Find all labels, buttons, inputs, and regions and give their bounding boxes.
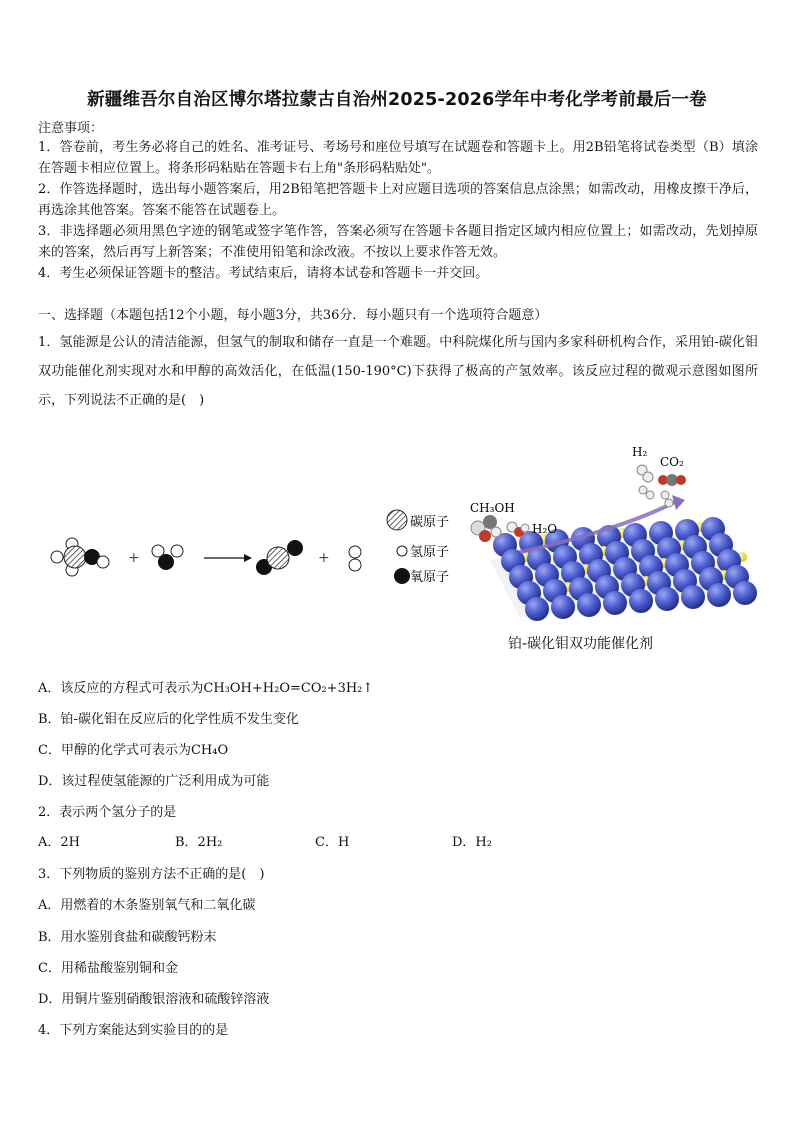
catalyst-surface — [490, 517, 757, 621]
label-h2: H₂ — [632, 445, 648, 459]
svg-text:+: + — [128, 550, 140, 566]
notice-item: 1．答卷前，考生务必将自己的姓名、准考证号、考场号和座位号填写在试题卷和答题卡上。用2B铅笔将试卷类型（B）填涂在答题卡相应位置上。将条形码粘贴在答题卡右上角"条形码粘贴处"。 — [38, 140, 758, 176]
catalyst-atom — [681, 585, 705, 609]
notice-item: 4．考生必须保证答题卡的整洁。考试结束后，请将本试卷和答题卡一并交回。 — [38, 266, 489, 281]
q1-option-c: C．甲醇的化学式可表示为CH₄O — [38, 743, 229, 758]
label-h2o: H₂O — [532, 522, 558, 536]
svg-text:+: + — [318, 550, 330, 566]
catalyst-label: 铂-碳化钼双功能催化剂 — [508, 636, 654, 652]
q3-option-c: C．用稀盐酸鉴别铜和金 — [38, 961, 178, 976]
question-1-stem: 1．氢能源是公认的清洁能源，但氢气的制取和储存一直是一个难题。中科院煤化所与国内多家科研机构合作，采用铂-碳化钼双功能催化剂实现对水和甲醇的高效活化，在低温(150-190°C)下获得了极高的产氢效率。该反应过程的微观示意图如图所示，下列说法不正确的是( ) — [38, 335, 758, 408]
q1-option-b: B．铂-碳化钼在反应后的化学性质不发生变化 — [38, 712, 299, 727]
h2-molecule — [349, 546, 361, 571]
methanol-molecule — [51, 538, 109, 576]
notice-item: 3．非选择题必须用黑色字迹的钢笔或签字笔作答，答案必须写在答题卡各题目指定区域内相应位置上；如需改动，先划掉原来的答案，然后再写上新答案；不准使用铅笔和涂改液。不按以上要求作答无效。 — [38, 224, 758, 260]
label-ch3oh: CH₃OH — [470, 501, 515, 515]
section-heading: 一、选择题（本题包括12个小题，每小题3分，共36分．每小题只有一个选项符合题意） — [38, 308, 548, 323]
atom-legend — [387, 510, 449, 585]
legend-carbon: 碳原子 — [410, 515, 450, 530]
water-molecule — [152, 545, 183, 570]
notice-item: 2．作答选择题时，选出每小题答案后，用2B铅笔把答题卡上对应题目选项的答案信息点涂黑；如需改动，用橡皮擦干净后，再选涂其他答案。答案不能答在试题卷上。 — [38, 182, 758, 218]
question-3-stem: 3．下列物质的鉴别方法不正确的是( ) — [38, 867, 265, 882]
catalyst-atom — [603, 591, 627, 615]
catalyst-atom — [707, 583, 731, 607]
notice-heading: 注意事项： — [38, 121, 104, 136]
catalyst-atom — [551, 595, 575, 619]
question-2-stem: 2．表示两个氢分子的是 — [38, 805, 177, 820]
notice-list — [38, 137, 758, 284]
reaction-figure — [0, 440, 794, 660]
q2-option-c: C．H — [315, 835, 350, 850]
q3-option-b: B．用水鉴别食盐和碳酸钙粉末 — [38, 930, 217, 945]
question-4-stem: 4．下列方案能达到实验目的的是 — [38, 1023, 229, 1038]
q2-option-b: B．2H₂ — [175, 835, 223, 850]
catalyst-atom — [733, 581, 757, 605]
co2-molecule — [256, 540, 303, 575]
reaction-arrow — [204, 554, 252, 562]
label-co2: CO₂ — [660, 455, 684, 469]
q1-option-a: A．该反应的方程式可表示为CH₃OH+H₂O=CO₂+3H₂↑ — [38, 681, 374, 696]
q2-option-a: A．2H — [38, 835, 80, 850]
legend-oxygen: 氧原子 — [410, 570, 450, 585]
catalyst-atom — [525, 597, 549, 621]
page-title: 新疆维吾尔自治区博尔塔拉蒙古自治州2025-2026学年中考化学考前最后一卷 — [87, 90, 707, 110]
catalyst-atom — [629, 589, 653, 613]
q2-option-d: D．H₂ — [452, 835, 492, 850]
catalyst-atom — [577, 593, 601, 617]
catalyst-atom — [655, 587, 679, 611]
q3-option-d: D．用铜片鉴别硝酸银溶液和硫酸锌溶液 — [38, 992, 270, 1007]
legend-hydrogen: 氢原子 — [410, 545, 450, 560]
q1-option-d: D．该过程使氢能源的广泛利用成为可能 — [38, 774, 270, 789]
q3-option-a: A．用燃着的木条鉴别氧气和二氧化碳 — [38, 898, 256, 913]
